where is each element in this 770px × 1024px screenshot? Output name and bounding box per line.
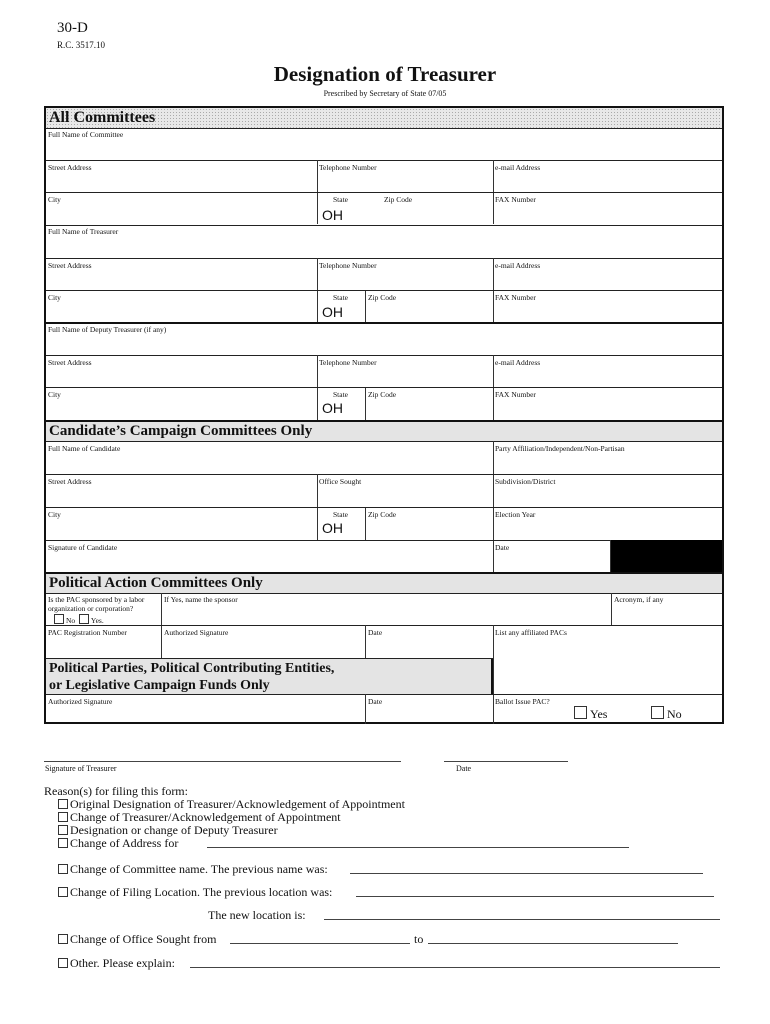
committee-street-label: Street Address xyxy=(48,163,92,172)
ballot-no-option[interactable] xyxy=(651,706,682,722)
reason-committee-name-checkbox[interactable] xyxy=(58,864,68,874)
labor-yes-checkbox[interactable] xyxy=(79,614,89,624)
committee-state-value: OH xyxy=(322,207,343,223)
new-location-label: The new location is: xyxy=(208,908,306,922)
candidate-date-label: Date xyxy=(495,543,510,552)
office-from-input-line[interactable] xyxy=(230,943,410,944)
treasurer-name-label: Full Name of Treasurer xyxy=(48,227,119,236)
sponsor-label: If Yes, name the sponsor xyxy=(164,595,238,604)
form-grid xyxy=(44,106,724,724)
treasurer-date-line[interactable] xyxy=(444,761,568,762)
labor-no-label: No xyxy=(66,616,76,625)
reason-other[interactable]: Other. Please explain: xyxy=(58,956,175,971)
reason-office-sought-checkbox[interactable] xyxy=(58,934,68,944)
section-pac: Political Action Committees Only xyxy=(46,574,722,593)
acronym-label: Acronym, if any xyxy=(614,595,664,604)
reason-committee-name[interactable]: Change of Committee name. The previous name was: xyxy=(58,862,328,877)
previous-location-input-line[interactable] xyxy=(356,896,714,897)
candidate-signature-label: Signature of Candidate xyxy=(48,543,118,552)
committee-zip-label: Zip Code xyxy=(384,195,413,204)
reason-filing-location-checkbox[interactable] xyxy=(58,887,68,897)
treasurer-telephone-label: Telephone Number xyxy=(319,261,377,270)
labor-question: Is the PAC sponsored by a labor organization or corporation? xyxy=(48,595,145,613)
treasurer-signature-label: Signature of Treasurer xyxy=(45,764,117,773)
revision-code: R.C. 3517.10 xyxy=(57,40,106,50)
ballot-issue-label: Ballot Issue PAC? xyxy=(495,697,550,706)
treasurer-city-label: City xyxy=(48,293,61,302)
affiliated-pacs-label: List any affiliated PACs xyxy=(495,628,567,637)
deputy-zip-label: Zip Code xyxy=(368,390,397,399)
deputy-state-value: OH xyxy=(322,400,343,416)
committee-fax-label: FAX Number xyxy=(495,195,536,204)
other-explain-input-line[interactable] xyxy=(190,967,720,968)
reason-original-checkbox[interactable] xyxy=(58,799,68,809)
section-all-committees: All Committees xyxy=(46,108,722,128)
deputy-email-label: e-mail Address xyxy=(495,358,541,367)
treasurer-zip-label: Zip Code xyxy=(368,293,397,302)
treasurer-fax-label: FAX Number xyxy=(495,293,536,302)
address-input-line[interactable] xyxy=(207,847,629,848)
reason-other-checkbox[interactable] xyxy=(58,958,68,968)
committee-telephone-label: Telephone Number xyxy=(319,163,377,172)
labor-no-checkbox[interactable] xyxy=(54,614,64,624)
page-subtitle: Prescribed by Secretary of State 07/05 xyxy=(323,89,447,98)
treasurer-street-label: Street Address xyxy=(48,261,92,270)
office-to-label: to xyxy=(414,932,424,946)
section-parties xyxy=(46,659,493,694)
ballot-no-label: No xyxy=(667,707,682,721)
candidate-name-label: Full Name of Candidate xyxy=(48,444,121,453)
pac-auth-signature-label: Authorized Signature xyxy=(164,628,229,637)
deputy-fax-label: FAX Number xyxy=(495,390,536,399)
ballot-yes-option[interactable] xyxy=(574,706,607,722)
parties-auth-signature-label: Authorized Signature xyxy=(48,697,113,706)
ballot-yes-label: Yes xyxy=(590,707,608,721)
pac-date-label: Date xyxy=(368,628,383,637)
previous-name-input-line[interactable] xyxy=(350,873,703,874)
reasons-heading: Reason(s) for filing this form: xyxy=(44,784,188,798)
reason-address-checkbox[interactable] xyxy=(58,838,68,848)
deputy-state-label: State xyxy=(333,390,348,399)
committee-name-label: Full Name of Committee xyxy=(48,130,124,139)
ballot-yes-checkbox[interactable] xyxy=(574,706,587,719)
pac-registration-label: PAC Registration Number xyxy=(48,628,127,637)
redaction-box xyxy=(611,540,722,572)
treasurer-state-label: State xyxy=(333,293,348,302)
reason-office-sought[interactable]: Change of Office Sought from xyxy=(58,932,216,947)
election-year-label: Election Year xyxy=(495,510,536,519)
candidate-state-value: OH xyxy=(322,520,343,536)
office-sought-label: Office Sought xyxy=(319,477,362,486)
form-number: 30-D xyxy=(57,20,88,36)
deputy-street-label: Street Address xyxy=(48,358,92,367)
reason-address[interactable]: Change of Address for xyxy=(58,836,178,851)
subdivision-label: Subdivision/District xyxy=(495,477,556,486)
committee-email-label: e-mail Address xyxy=(495,163,541,172)
page-title: Designation of Treasurer xyxy=(273,62,497,86)
reason-filing-location[interactable]: Change of Filing Location. The previous location was: xyxy=(58,885,332,900)
committee-city-label: City xyxy=(48,195,61,204)
party-label: Party Affiliation/Independent/Non-Partisan xyxy=(495,444,625,453)
parties-heading-line2: or Legislative Campaign Funds Only xyxy=(49,678,270,693)
committee-state-label: State xyxy=(333,195,348,204)
new-location-input-line[interactable] xyxy=(324,919,720,920)
deputy-city-label: City xyxy=(48,390,61,399)
reason-original[interactable]: Original Designation of Treasurer/Acknowledgement of Appointment xyxy=(58,797,405,812)
candidate-state-label: State xyxy=(333,510,348,519)
labor-yes-label: Yes. xyxy=(90,616,104,625)
office-to-input-line[interactable] xyxy=(428,943,678,944)
treasurer-state-value: OH xyxy=(322,304,343,320)
reason-change-treasurer[interactable]: Change of Treasurer/Acknowledgement of Appointment xyxy=(58,810,341,825)
treasurer-email-label: e-mail Address xyxy=(495,261,541,270)
ballot-no-checkbox[interactable] xyxy=(651,706,664,719)
labor-answer-group xyxy=(54,614,104,625)
treasurer-date-label: Date xyxy=(456,764,472,773)
treasurer-signature-line[interactable] xyxy=(44,761,401,762)
deputy-telephone-label: Telephone Number xyxy=(319,358,377,367)
parties-date-label: Date xyxy=(368,697,383,706)
reason-change-treasurer-checkbox[interactable] xyxy=(58,812,68,822)
candidate-zip-label: Zip Code xyxy=(368,510,397,519)
reason-deputy-checkbox[interactable] xyxy=(58,825,68,835)
deputy-name-label: Full Name of Deputy Treasurer (if any) xyxy=(48,325,167,334)
parties-heading-line1: Political Parties, Political Contributing Entities, xyxy=(49,661,335,676)
section-candidate: Candidate’s Campaign Committees Only xyxy=(46,422,722,441)
candidate-street-label: Street Address xyxy=(48,477,92,486)
reason-deputy[interactable]: Designation or change of Deputy Treasurer xyxy=(58,823,278,838)
candidate-city-label: City xyxy=(48,510,61,519)
